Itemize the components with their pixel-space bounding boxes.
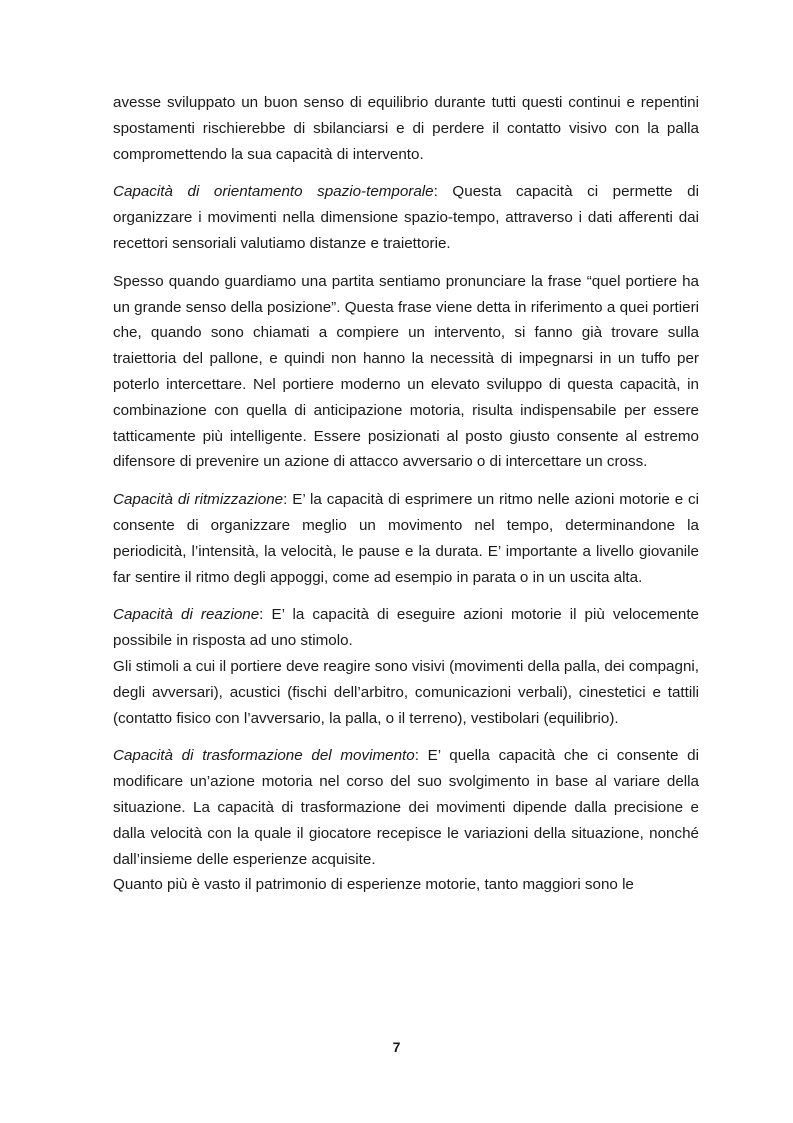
paragraph-orientamento	[113, 179, 699, 256]
term-orientamento: Capacità di orientamento spazio-temporale	[113, 183, 434, 201]
paragraph-reazione	[113, 602, 699, 654]
paragraph-stimoli	[113, 654, 699, 731]
paragraph-trasformazione	[113, 743, 699, 872]
paragraph-text: : E’ quella capacità che ci consente di modificare un’azione motoria nel corso del suo svolgimento in base al variare della situazione. La capacità di trasformazione dei movimenti dipende dalla precisione e dalla velocità con la quale il giocatore recepisce le variazioni della situazione, nonché dall’insieme delle esperienze acquisite.	[113, 747, 699, 868]
paragraph-ritmizzazione	[113, 487, 699, 590]
paragraph-equilibrio	[113, 90, 699, 167]
paragraph-text: Gli stimoli a cui il portiere deve reagire sono visivi (movimenti della palla, dei compagni, degli avversari), acustici (fischi dell’arbitro, comunicazioni verbali), cinestetici e tattili (contatto fisico con l’avversario, la palla, o il terreno), vestibolari (equilibrio).	[113, 657, 699, 727]
paragraph-senso-posizione	[113, 269, 699, 475]
term-trasformazione: Capacità di trasformazione del movimento	[113, 747, 415, 765]
term-ritmizzazione: Capacità di ritmizzazione	[113, 491, 284, 509]
paragraph-text: : Questa capacità ci permette di organizzare i movimenti nella dimensione spazio-tempo, attraverso i dati afferenti dai recettori sensoriali valutiamo distanze e traiettorie.	[113, 183, 699, 252]
paragraph-text: avesse sviluppato un buon senso di equilibrio durante tutti questi continui e repentini spostamenti rischierebbe di sbilanciarsi e di perdere il contatto visivo con la palla compromettendo la sua capacità di intervento.	[113, 94, 699, 163]
term-reazione: Capacità di reazione	[113, 606, 260, 624]
paragraph-text: : E’ la capacità di esprimere un ritmo nelle azioni motorie e ci consente di organizzare meglio un movimento nel tempo, determinandone la periodicità, l’intensità, la velocità, le pause e la durata. E’ importante a livello giovanile far sentire il ritmo degli appoggi, come ad esempio in parata o in un uscita alta.	[113, 491, 699, 586]
paragraph-text: Spesso quando guardiamo una partita sentiamo pronunciare la frase “quel portiere ha un grande senso della posizione”. Questa frase viene detta in riferimento a quei portieri che, quando sono chiamati a compiere un intervento, si fanno già trovare sulla traiettoria del pallone, e quindi non hanno la necessità di impegnarsi in un tuffo per poterlo intercettare. Nel portiere moderno un elevato sviluppo di questa capacità, in combinazione con quella di anticipazione motoria, risulta indispensabile per essere tatticamente più intelligente. Essere posizionati al posto giusto consente al estremo difensore di prevenire un azione di attacco avversario o di intercettare un cross.	[113, 272, 699, 471]
paragraph-text: : E’ la capacità di eseguire azioni motorie il più velocemente possibile in risposta ad uno stimolo.	[113, 606, 699, 650]
page-number: 7	[392, 1039, 401, 1055]
paragraph-esperienze	[113, 872, 699, 898]
paragraph-text: Quanto più è vasto il patrimonio di esperienze motorie, tanto maggiori sono le	[113, 876, 634, 894]
document-page	[113, 90, 699, 898]
